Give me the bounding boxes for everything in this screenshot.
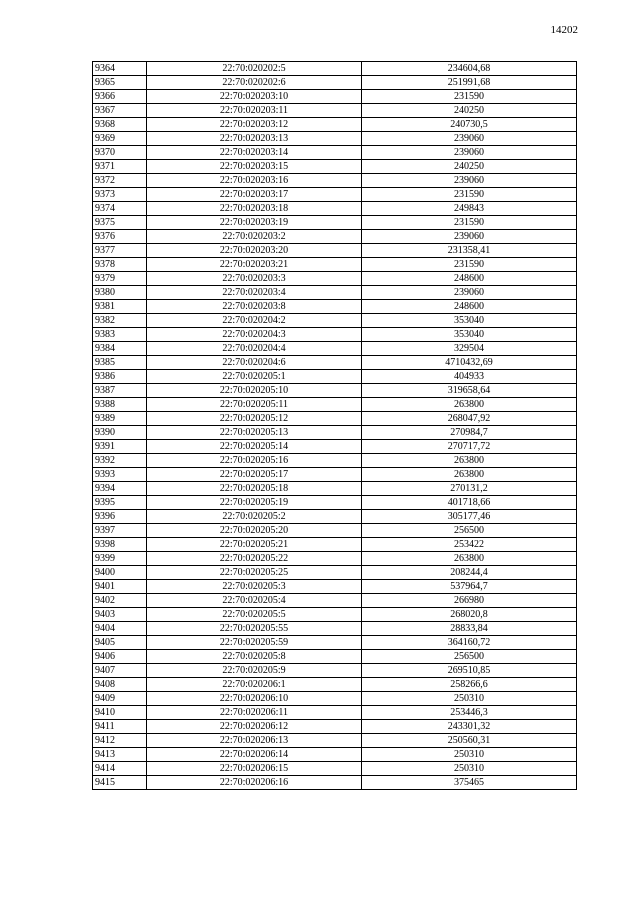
cadastral-number-cell: 22:70:020205:25 [147,566,362,580]
row-number-cell: 9408 [93,678,147,692]
value-cell: 263800 [362,468,577,482]
cadastral-number-cell: 22:70:020205:4 [147,594,362,608]
cadastral-number-cell: 22:70:020206:11 [147,706,362,720]
table-row [93,762,577,776]
table-row [93,160,577,174]
value-cell: 353040 [362,314,577,328]
table-row [93,314,577,328]
cadastral-number-cell: 22:70:020206:15 [147,762,362,776]
row-number-cell: 9402 [93,594,147,608]
cadastral-number-cell: 22:70:020203:21 [147,258,362,272]
cadastral-number-cell: 22:70:020206:1 [147,678,362,692]
table-row [93,188,577,202]
row-number-cell: 9380 [93,286,147,300]
cadastral-number-cell: 22:70:020205:10 [147,384,362,398]
value-cell: 258266,6 [362,678,577,692]
cadastral-number-cell: 22:70:020203:15 [147,160,362,174]
value-cell: 250310 [362,748,577,762]
value-cell: 231590 [362,216,577,230]
row-number-cell: 9374 [93,202,147,216]
table-row [93,608,577,622]
row-number-cell: 9371 [93,160,147,174]
cadastral-number-cell: 22:70:020205:20 [147,524,362,538]
value-cell: 263800 [362,398,577,412]
row-number-cell: 9382 [93,314,147,328]
row-number-cell: 9394 [93,482,147,496]
cadastral-number-cell: 22:70:020205:59 [147,636,362,650]
row-number-cell: 9372 [93,174,147,188]
row-number-cell: 9386 [93,370,147,384]
row-number-cell: 9391 [93,440,147,454]
row-number-cell: 9378 [93,258,147,272]
table-row [93,370,577,384]
cadastral-number-cell: 22:70:020203:4 [147,286,362,300]
row-number-cell: 9400 [93,566,147,580]
table-row [93,328,577,342]
row-number-cell: 9410 [93,706,147,720]
value-cell: 305177,46 [362,510,577,524]
value-cell: 251991,68 [362,76,577,90]
row-number-cell: 9403 [93,608,147,622]
cadastral-number-cell: 22:70:020205:11 [147,398,362,412]
table-row [93,692,577,706]
cadastral-number-cell: 22:70:020205:17 [147,468,362,482]
table-row [93,104,577,118]
table-row [93,468,577,482]
value-cell: 263800 [362,454,577,468]
cadastral-number-cell: 22:70:020205:2 [147,510,362,524]
value-cell: 253422 [362,538,577,552]
cadastral-number-cell: 22:70:020205:9 [147,664,362,678]
row-number-cell: 9415 [93,776,147,790]
cadastral-number-cell: 22:70:020205:5 [147,608,362,622]
table-row [93,230,577,244]
table-row [93,440,577,454]
table-row [93,580,577,594]
table-row [93,300,577,314]
table-row [93,258,577,272]
cadastral-number-cell: 22:70:020205:21 [147,538,362,552]
table-row [93,216,577,230]
cadastral-number-cell: 22:70:020204:6 [147,356,362,370]
table-row [93,636,577,650]
cadastral-number-cell: 22:70:020202:6 [147,76,362,90]
table-row [93,650,577,664]
value-cell: 319658,64 [362,384,577,398]
cadastral-number-cell: 22:70:020203:16 [147,174,362,188]
value-cell: 329504 [362,342,577,356]
cadastral-number-cell: 22:70:020206:14 [147,748,362,762]
row-number-cell: 9364 [93,62,147,76]
row-number-cell: 9376 [93,230,147,244]
value-cell: 270131,2 [362,482,577,496]
row-number-cell: 9393 [93,468,147,482]
row-number-cell: 9383 [93,328,147,342]
table-row [93,776,577,790]
value-cell: 404933 [362,370,577,384]
row-number-cell: 9392 [93,454,147,468]
value-cell: 270717,72 [362,440,577,454]
value-cell: 231590 [362,258,577,272]
row-number-cell: 9368 [93,118,147,132]
row-number-cell: 9414 [93,762,147,776]
row-number-cell: 9384 [93,342,147,356]
value-cell: 231590 [362,188,577,202]
table-row [93,510,577,524]
table-row [93,76,577,90]
cadastral-number-cell: 22:70:020204:3 [147,328,362,342]
row-number-cell: 9396 [93,510,147,524]
cadastral-number-cell: 22:70:020205:22 [147,552,362,566]
row-number-cell: 9388 [93,398,147,412]
value-cell: 269510,85 [362,664,577,678]
row-number-cell: 9385 [93,356,147,370]
value-cell: 250310 [362,692,577,706]
value-cell: 249843 [362,202,577,216]
table-row [93,202,577,216]
table-row [93,174,577,188]
value-cell: 239060 [362,132,577,146]
row-number-cell: 9406 [93,650,147,664]
value-cell: 256500 [362,650,577,664]
cadastral-number-cell: 22:70:020203:20 [147,244,362,258]
row-number-cell: 9399 [93,552,147,566]
value-cell: 263800 [362,552,577,566]
value-cell: 239060 [362,174,577,188]
value-cell: 248600 [362,300,577,314]
table-row [93,272,577,286]
table-row [93,426,577,440]
row-number-cell: 9375 [93,216,147,230]
value-cell: 208244,4 [362,566,577,580]
value-cell: 353040 [362,328,577,342]
table-row [93,734,577,748]
row-number-cell: 9387 [93,384,147,398]
row-number-cell: 9369 [93,132,147,146]
cadastral-number-cell: 22:70:020205:19 [147,496,362,510]
table-row [93,398,577,412]
value-cell: 250310 [362,762,577,776]
row-number-cell: 9411 [93,720,147,734]
cadastral-number-cell: 22:70:020206:10 [147,692,362,706]
cadastral-number-cell: 22:70:020205:55 [147,622,362,636]
cadastral-number-cell: 22:70:020203:3 [147,272,362,286]
table-row [93,720,577,734]
row-number-cell: 9398 [93,538,147,552]
value-cell: 250560,31 [362,734,577,748]
cadastral-number-cell: 22:70:020203:12 [147,118,362,132]
value-cell: 240250 [362,160,577,174]
value-cell: 364160,72 [362,636,577,650]
value-cell: 253446,3 [362,706,577,720]
row-number-cell: 9365 [93,76,147,90]
row-number-cell: 9412 [93,734,147,748]
table-row [93,496,577,510]
cadastral-number-cell: 22:70:020203:8 [147,300,362,314]
table-row [93,552,577,566]
table-row [93,706,577,720]
cadastral-number-cell: 22:70:020203:2 [147,230,362,244]
table-row [93,566,577,580]
row-number-cell: 9390 [93,426,147,440]
value-cell: 537964,7 [362,580,577,594]
table-row [93,342,577,356]
cadastral-number-cell: 22:70:020203:14 [147,146,362,160]
table-row [93,594,577,608]
value-cell: 239060 [362,286,577,300]
row-number-cell: 9377 [93,244,147,258]
row-number-cell: 9407 [93,664,147,678]
cadastral-number-cell: 22:70:020205:1 [147,370,362,384]
value-cell: 270984,7 [362,426,577,440]
table-row [93,524,577,538]
cadastral-number-cell: 22:70:020203:18 [147,202,362,216]
table-row [93,664,577,678]
cadastral-number-cell: 22:70:020206:12 [147,720,362,734]
value-cell: 240730,5 [362,118,577,132]
value-cell: 234604,68 [362,62,577,76]
value-cell: 239060 [362,146,577,160]
row-number-cell: 9379 [93,272,147,286]
cadastral-number-cell: 22:70:020206:13 [147,734,362,748]
table-row [93,454,577,468]
value-cell: 239060 [362,230,577,244]
cadastral-number-cell: 22:70:020202:5 [147,62,362,76]
row-number-cell: 9409 [93,692,147,706]
value-cell: 231590 [362,90,577,104]
cadastral-number-cell: 22:70:020206:16 [147,776,362,790]
table-row [93,90,577,104]
row-number-cell: 9413 [93,748,147,762]
table-row [93,356,577,370]
table-row [93,244,577,258]
cadastral-number-cell: 22:70:020205:8 [147,650,362,664]
value-cell: 243301,32 [362,720,577,734]
table-row [93,482,577,496]
value-cell: 4710432,69 [362,356,577,370]
table-row [93,62,577,76]
table-body [93,62,577,790]
cadastral-number-cell: 22:70:020205:14 [147,440,362,454]
cadastral-number-cell: 22:70:020203:11 [147,104,362,118]
cadastral-number-cell: 22:70:020203:10 [147,90,362,104]
value-cell: 28833,84 [362,622,577,636]
table-row [93,678,577,692]
cadastral-number-cell: 22:70:020205:13 [147,426,362,440]
page-number: 14202 [550,24,578,36]
row-number-cell: 9389 [93,412,147,426]
table-row [93,146,577,160]
table-row [93,118,577,132]
cadastral-number-cell: 22:70:020205:18 [147,482,362,496]
row-number-cell: 9366 [93,90,147,104]
cadastral-number-cell: 22:70:020203:19 [147,216,362,230]
value-cell: 268047,92 [362,412,577,426]
data-table [92,61,577,790]
row-number-cell: 9395 [93,496,147,510]
value-cell: 231358,41 [362,244,577,258]
table-row [93,622,577,636]
value-cell: 240250 [362,104,577,118]
row-number-cell: 9397 [93,524,147,538]
row-number-cell: 9401 [93,580,147,594]
row-number-cell: 9404 [93,622,147,636]
table-row [93,384,577,398]
cadastral-number-cell: 22:70:020205:3 [147,580,362,594]
value-cell: 401718,66 [362,496,577,510]
cadastral-number-cell: 22:70:020204:4 [147,342,362,356]
row-number-cell: 9381 [93,300,147,314]
value-cell: 268020,8 [362,608,577,622]
cadastral-number-cell: 22:70:020205:16 [147,454,362,468]
table-row [93,412,577,426]
value-cell: 266980 [362,594,577,608]
value-cell: 256500 [362,524,577,538]
row-number-cell: 9405 [93,636,147,650]
value-cell: 375465 [362,776,577,790]
row-number-cell: 9373 [93,188,147,202]
value-cell: 248600 [362,272,577,286]
table-row [93,132,577,146]
cadastral-number-cell: 22:70:020205:12 [147,412,362,426]
table-row [93,286,577,300]
table-row [93,748,577,762]
cadastral-number-cell: 22:70:020203:17 [147,188,362,202]
row-number-cell: 9367 [93,104,147,118]
cadastral-number-cell: 22:70:020203:13 [147,132,362,146]
table-row [93,538,577,552]
row-number-cell: 9370 [93,146,147,160]
cadastral-number-cell: 22:70:020204:2 [147,314,362,328]
